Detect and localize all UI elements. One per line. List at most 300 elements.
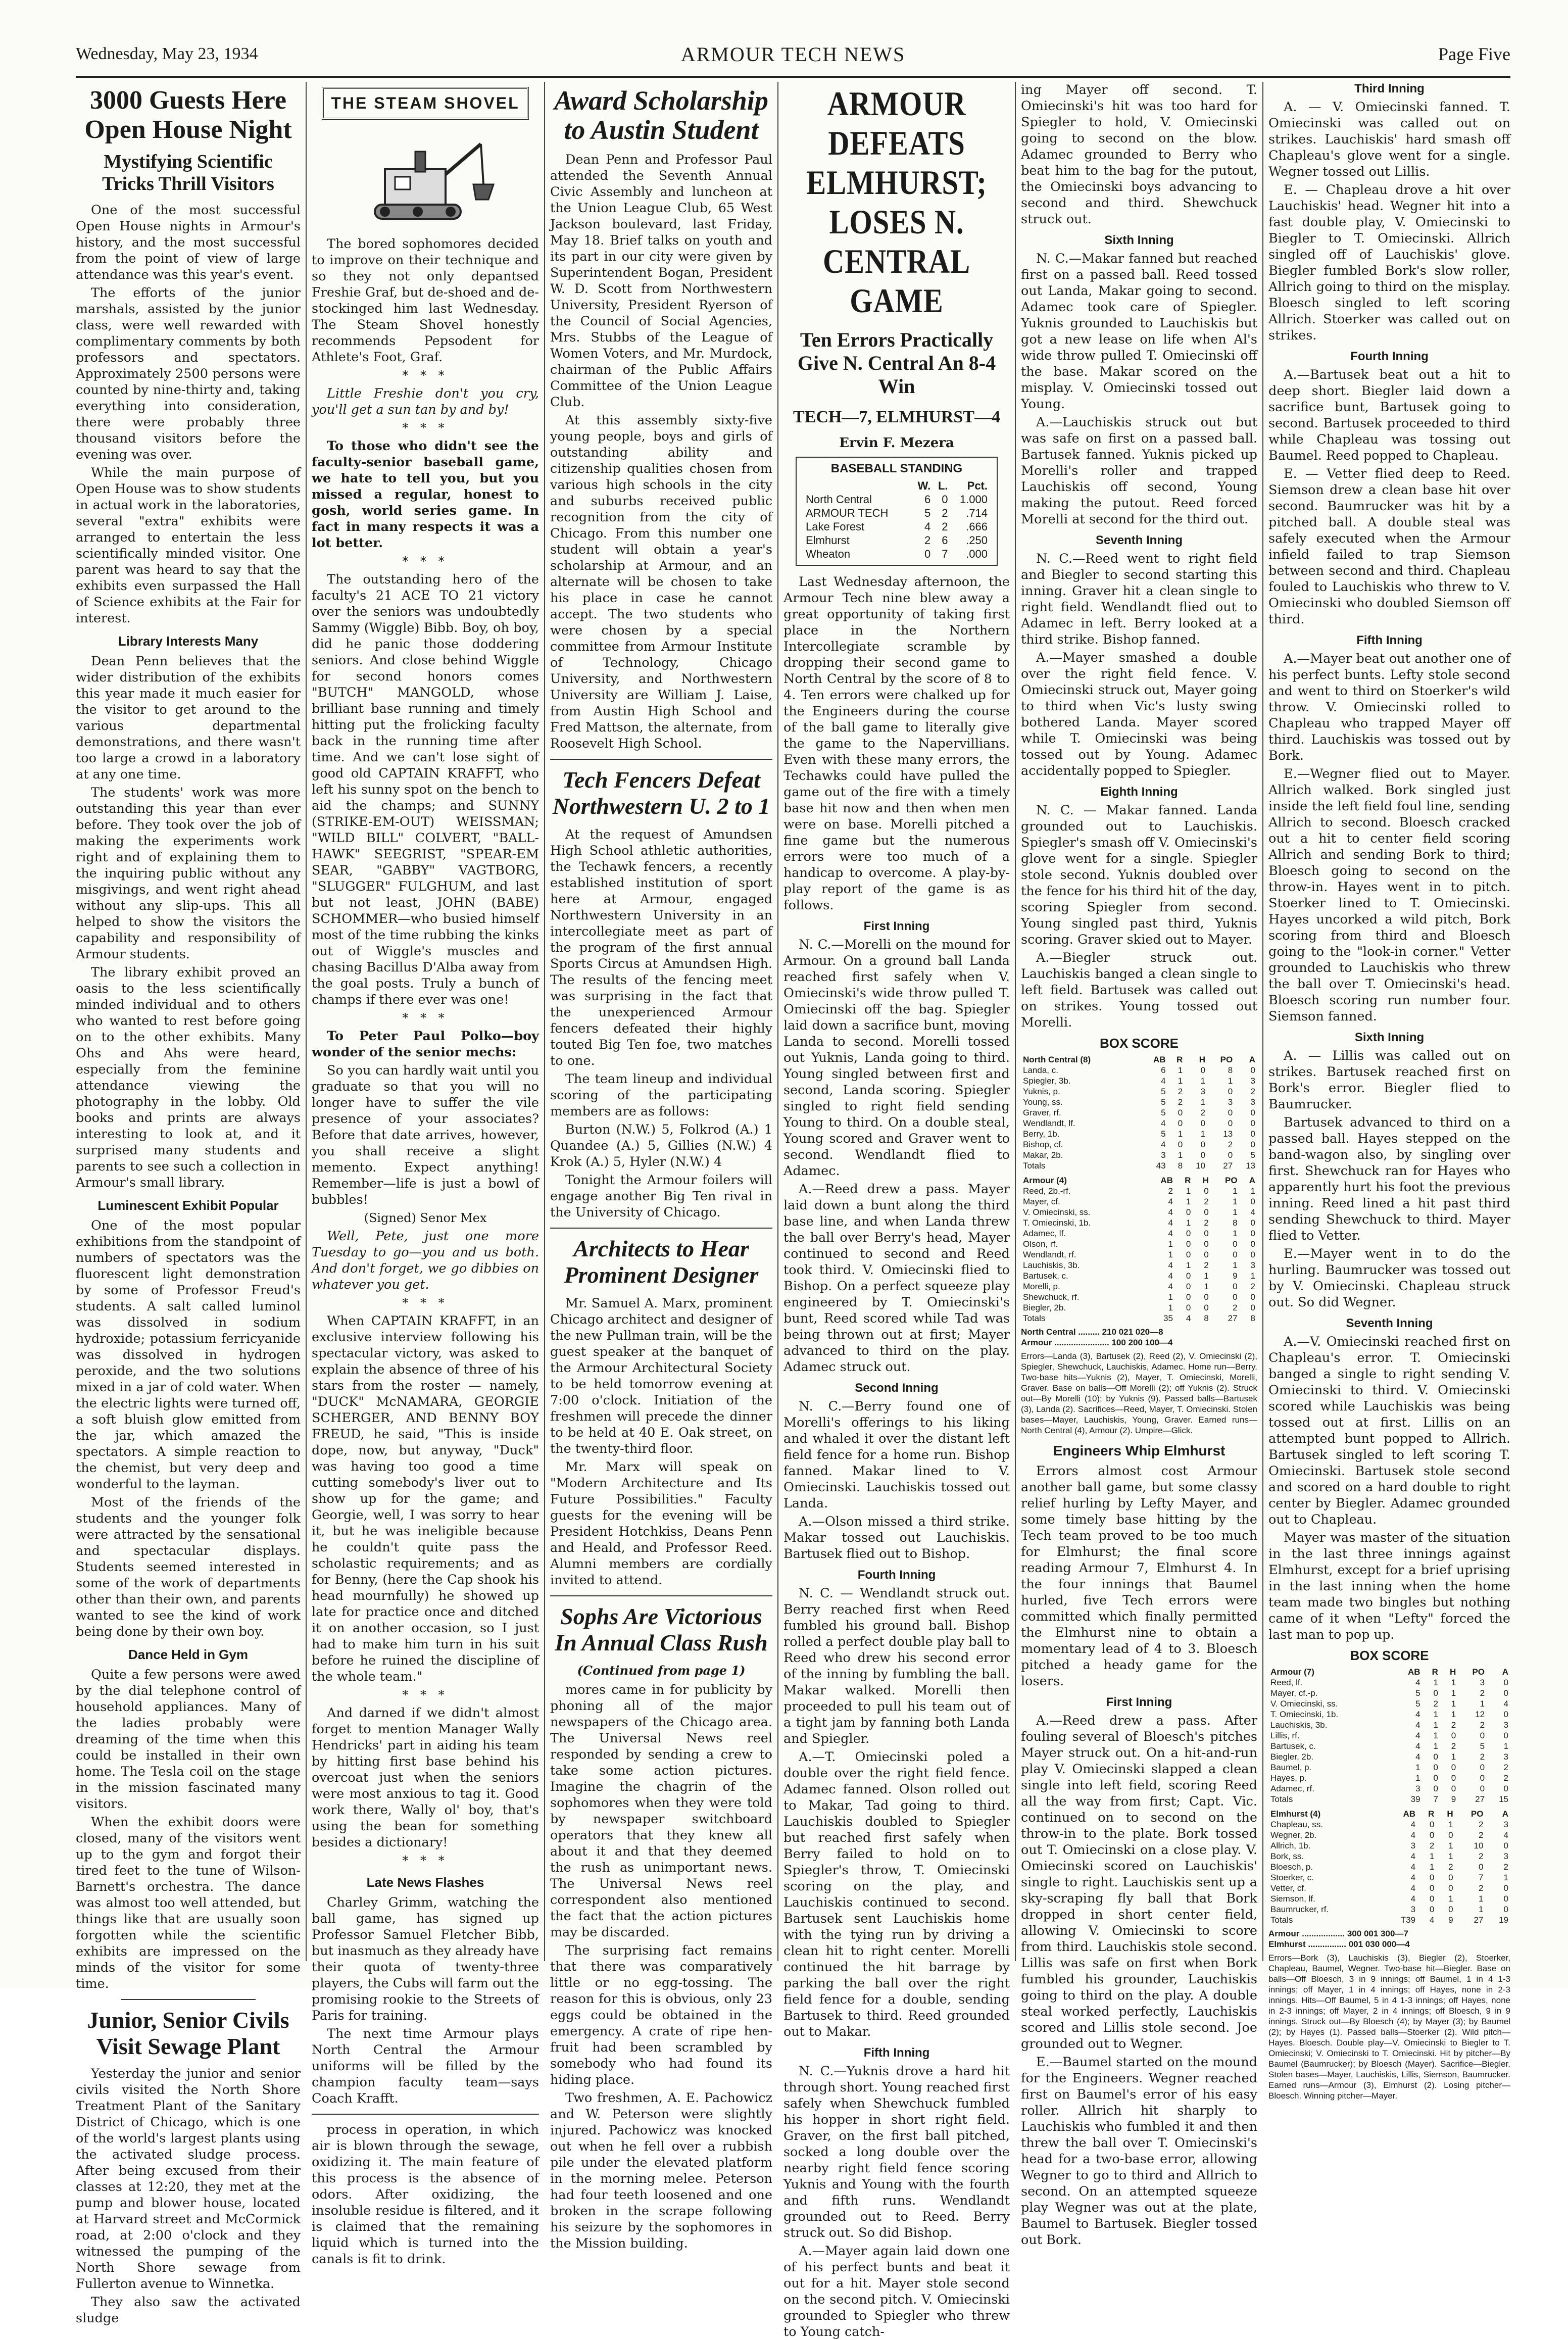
stat-cell: 1: [1451, 1678, 1456, 1687]
player-name: Lauchiskis, 3b.: [1023, 1260, 1080, 1270]
stat-cell: 4: [1410, 1883, 1416, 1893]
stat-cell: 1: [1451, 1752, 1456, 1762]
table-row: [1268, 1830, 1510, 1840]
pct: .666: [966, 520, 988, 533]
article-paragraph: A.—Bartusek beat out a hit to deep short. Biegler laid down a sacrifice bunt, Bartusek going to second. Bartusek proceeded to third while Chapleau was tossing out Baumel. Reed popped to Chapleau.: [1268, 367, 1510, 463]
player-name: Lauchiskis, 3b.: [1270, 1720, 1328, 1730]
player-name: Vetter, cf.: [1270, 1883, 1306, 1893]
stat-cell: 0: [1503, 1710, 1508, 1719]
stat-cell: 1: [1451, 1710, 1456, 1719]
losses: 2: [942, 520, 948, 533]
article-paragraph: The efforts of the junior marshals, assisted by the junior class, were well rewarded with complimentary comments by both professors and spectators. Approximately 2500 persons were counted by nine-thirty and, taking everything into consideration, there were probably three thousand visitors before the evening was over.: [76, 285, 301, 462]
stat-cell: 2: [1479, 1851, 1484, 1861]
team-name: ARMOUR TECH: [806, 507, 889, 519]
stat-cell: 8: [1250, 1313, 1255, 1323]
stat-cell: 4: [1168, 1282, 1173, 1291]
stat-cell: 2: [1479, 1830, 1484, 1840]
article-paragraph: At the request of Amundsen High School athletic authorities, the Techawk fencers, a recently established institution of sport here at Armour, engaged Northwestern University in an intercollegiate meet as part of the program of the first annual Sports Circus at Amundsen High. The results of the fencing meet was surprising in the fact that the unexperienced Armour fencers defeated their highly touted Big Ten foe, two matches to one.: [550, 827, 772, 1068]
stat-cell: 2: [1200, 1108, 1206, 1117]
stat-cell: 2: [1228, 1140, 1233, 1149]
stat-cell: 0: [1479, 1862, 1484, 1872]
stat-cell: 7: [1433, 1794, 1438, 1804]
player-name: Graver, rf.: [1023, 1108, 1061, 1117]
table-row: [1268, 1883, 1510, 1893]
table-row: [804, 533, 990, 547]
table-row: [1021, 1239, 1257, 1249]
article-paragraph: A. — V. Omiecinski fanned. T. Omiecinski was called out on strikes. Lauchiskis' hard smash off Chapleau's glove went for a single. Wegner tossed out Lillis.: [1268, 100, 1510, 179]
box-score-header: PO: [1220, 1055, 1233, 1064]
stat-cell: 4: [1410, 1862, 1416, 1872]
stat-cell: 2: [1250, 1282, 1255, 1291]
line-score: [1268, 1928, 1510, 1949]
standings-table: [804, 479, 990, 561]
table-row: [1268, 1741, 1510, 1751]
table-row: [1268, 1720, 1510, 1730]
stat-cell: 8: [1228, 1065, 1233, 1075]
stat-cell: 1: [1503, 1873, 1508, 1882]
stat-cell: 3: [1250, 1076, 1255, 1086]
stat-cell: 0: [1250, 1197, 1255, 1206]
stat-cell: 0: [1200, 1065, 1206, 1075]
stat-cell: 0: [1204, 1250, 1209, 1259]
stat-cell: 2: [1480, 1688, 1485, 1698]
article-paragraph: E.—Mayer went in to do the hurling. Baumrucker was tossed out by V. Omiecinski. Chapleau struck out. So did Wegner.: [1268, 1246, 1510, 1310]
table-row: [1021, 1097, 1257, 1107]
stat-cell: 1: [1448, 1894, 1453, 1904]
inning-heading: Seventh Inning: [1346, 1317, 1433, 1330]
table-row: [1268, 1851, 1510, 1862]
separator-stars: * * *: [402, 1011, 449, 1025]
stat-cell: 0: [1186, 1207, 1191, 1217]
player-name: Baumel, p.: [1270, 1763, 1312, 1772]
table-row: [1268, 1794, 1510, 1805]
article-paragraph: A.—T. Omiecinski poled a double over the right field fence. Adamec fanned. Olson rolled out to Makar, Tad going to third. Lauchiskis doubled to Spiegler but reached first safely when Berry failed to hold on to Spiegler's throw, T. Omiecinski scoring on the play, and Lauchiskis continued to second. Bartusek sent Lauchiskis home with the tying run by driving a clean hit to right center. Morelli continued the hit barrage by parking the ball over the right field fence for a double, sending Bartusek to third. Reed grounded out to Makar.: [783, 1749, 1010, 2039]
inning-heading: Second Inning: [855, 1381, 939, 1395]
stat-cell: 3: [1480, 1678, 1485, 1687]
pct: 1.000: [959, 493, 988, 506]
article-paragraph: ing Mayer off second. T. Omiecinski's hit was too hard for Spiegler to hold, V. Omiecinski going to second on the blow. Adamec grounded to Berry who beat him to the bag for the putout, the Omiecinski boys advancing to second and third. Shewchuck struck out.: [1021, 82, 1257, 227]
losses: 7: [942, 548, 948, 560]
signature: (Signed) Senor Mex: [364, 1211, 487, 1225]
stat-cell: 0: [1186, 1271, 1191, 1281]
article-paragraph: Mr. Samuel A. Marx, prominent Chicago architect and designer of the new Pullman train, will be the guest speaker at the banquet of the Armour Architectural Society to be held tomorrow evening at 7:00 o'clock. Initiation of the freshmen will precede the dinner to be held at 40 E. Oak street, on the twenty-third floor.: [550, 1296, 772, 1456]
stat-cell: 0: [1178, 1140, 1183, 1149]
table-row: [1268, 1762, 1510, 1773]
stat-cell: 1: [1429, 1862, 1435, 1872]
stat-cell: 0: [1503, 1883, 1508, 1893]
article-paragraph: Burton (N.W.) 5, Folkrod (A.) 1 Quandee (A.) 5, Gillies (N.W.) 4 Krok (A.) 5, Hyler (N.W.) 4: [550, 1122, 772, 1169]
player-name: V. Omiecinski, ss.: [1023, 1207, 1091, 1217]
table-row: [1268, 1904, 1510, 1915]
table-row: [1021, 1107, 1257, 1118]
stat-cell: 1: [1233, 1260, 1238, 1270]
column-paragraph: To Peter Paul Polko—boy wonder of the senior mechs:: [312, 1029, 539, 1060]
stat-cell: 13: [1223, 1129, 1233, 1139]
stat-cell: 1: [1250, 1271, 1255, 1281]
stat-cell: 1: [1451, 1688, 1456, 1698]
separator-stars: * * *: [402, 368, 449, 382]
stat-cell: 0: [1480, 1784, 1485, 1793]
stat-cell: 1: [1233, 1186, 1238, 1196]
stat-cell: 1: [1178, 1065, 1183, 1075]
stat-cell: 2: [1178, 1097, 1183, 1107]
separator-stars: * * *: [402, 1854, 449, 1868]
stat-cell: 0: [1228, 1108, 1233, 1117]
table-row: [1021, 1086, 1257, 1097]
stat-cell: 0: [1451, 1784, 1456, 1793]
masthead-rule: [76, 76, 1510, 78]
section-subhead: Dance Held in Gym: [128, 1647, 248, 1662]
stat-cell: 5: [1161, 1097, 1166, 1107]
stat-cell: 4: [1168, 1207, 1173, 1217]
stat-cell: 2: [1204, 1197, 1209, 1206]
table-row: [1021, 1228, 1257, 1239]
stat-cell: 3: [1503, 1720, 1508, 1730]
player-name: Bartusek, c.: [1023, 1271, 1068, 1281]
column-paragraph: Well, Pete, just one more Tuesday to go—you and us both. And don't forget, we go dibbies on whatever you get.: [312, 1229, 539, 1292]
stat-cell: 1: [1250, 1186, 1255, 1196]
stat-cell: 1: [1233, 1207, 1238, 1217]
stat-cell: 5: [1415, 1688, 1420, 1698]
article-paragraph: Dean Penn and Professor Paul attended the Seventh Annual Civic Assembly and luncheon at the Union League Club, 65 West Jackson boulevard, last Friday, May 18. Brief talks on youth and its part in our city were given by Superintendent Bogan, President W. D. Scott from Northwestern University, President Ryerson of the Council of Social Agencies, Mrs. Stubbs of the League of Women Voters, and Mr. Murdock, chairman of the Public Affairs Committee of the Union League Club.: [550, 152, 772, 410]
stat-cell: 1: [1200, 1129, 1206, 1139]
table-row: [1021, 1129, 1257, 1139]
team-name: Elmhurst: [806, 534, 850, 547]
stat-cell: 2: [1479, 1883, 1484, 1893]
section-subhead: Luminescent Exhibit Popular: [97, 1198, 279, 1213]
column-rule: [306, 82, 307, 1961]
table-row: [1021, 1186, 1257, 1196]
player-name: Lillis, rf.: [1270, 1731, 1300, 1740]
stat-cell: 0: [1480, 1763, 1485, 1772]
stat-cell: 1: [1186, 1186, 1191, 1196]
player-name: Adamec, rf.: [1270, 1784, 1314, 1793]
stat-cell: 2: [1168, 1186, 1173, 1196]
article-paragraph: One of the most popular exhibitions from the standpoint of numbers of spectators was the fluorescent light demonstration by some of Professor Freud's students. A salt called luminol was dissolved in sodium hydroxide; potassium ferricyanide was dissolved in hydrogen peroxide, and the two solutions mixed in a jar of cold water. When the electric lights were turned off, a soft bluish glow emitted from the jar, which amazed the spectators. A simple reaction to the chemist, but very deep and wonderful to the layman.: [76, 1218, 301, 1492]
player-name: Yuknis, p.: [1023, 1087, 1060, 1096]
stat-cell: 3: [1410, 1905, 1416, 1914]
article-paragraph: At this assembly sixty-five young people, boys and girls of outstanding ability and citizenship qualities chosen from various high schools in the city and suburbs received public recognition from the city of Chicago. From this number one student will obtain a year's scholarship at Armour, and an alternate will be chosen to take his place in case he cannot accept. The two students who were chosen by a special committee from Armour Institute of Technology, Chicago University, and Northwestern University are William J. Laise, from Austin High School and Fred Mattson, the alternate, from Roosevelt High School.: [550, 413, 772, 751]
page-number: Page Five: [1438, 44, 1510, 64]
column-verse: Little Freshie don't you cry, you'll get a sun tan by and by!: [312, 386, 539, 417]
line-score: [1021, 1327, 1257, 1348]
stat-cell: 8: [1233, 1218, 1238, 1228]
column-5: [1021, 82, 1257, 2248]
table-row: [804, 506, 990, 520]
stat-cell: 0: [1250, 1292, 1255, 1302]
player-name: Bork, ss.: [1270, 1851, 1304, 1861]
article-paragraph: Quite a few persons were awed by the dial telephone control of household appliances. Many of the ladies probably were dreaming of the time when this could be installed in their own home. The Tesla coil on the stage in the mission fascinated many visitors.: [76, 1667, 301, 1812]
stat-cell: T39: [1400, 1915, 1416, 1925]
table-row: [804, 520, 990, 533]
stat-cell: 0: [1429, 1873, 1435, 1882]
standings-header: [804, 479, 911, 493]
stat-cell: 4: [1250, 1207, 1255, 1217]
stat-cell: 8: [1204, 1313, 1209, 1323]
stat-cell: 0: [1178, 1118, 1183, 1128]
player-name: Chapleau, ss.: [1270, 1820, 1323, 1829]
inning-heading: Fifth Inning: [863, 2046, 930, 2060]
stat-cell: 1: [1433, 1720, 1438, 1730]
box-score-title: BOX SCORE: [1099, 1036, 1179, 1051]
player-name: Wendlandt, rf.: [1023, 1250, 1076, 1259]
stat-cell: 2: [1479, 1820, 1484, 1829]
inning-heading: First Inning: [1106, 1695, 1172, 1709]
stat-cell: 0: [1186, 1282, 1191, 1291]
team-name: Wheaton: [806, 548, 851, 560]
stat-cell: 4: [1161, 1118, 1166, 1128]
stat-cell: 4: [1168, 1229, 1173, 1238]
stat-cell: 2: [1429, 1841, 1435, 1850]
article-paragraph: Yesterday the junior and senior civils visited the North Shore Treatment Plant of the Sanitary District of Chicago, which is one of the world's largest plants using the activated sludge process. After being excused from their classes at 12:20, they met at the pump and blower house, located at Harvard street and McCormick road, at 2:00 o'clock and they witnessed the pumping of the North Shore sewage from Fullerton avenue to Winnetka.: [76, 2066, 301, 2292]
player-name: Totals: [1023, 1161, 1046, 1171]
inning-heading: Sixth Inning: [1104, 233, 1174, 247]
player-name: Totals: [1270, 1794, 1293, 1804]
stat-cell: 1: [1451, 1699, 1456, 1709]
stat-cell: 39: [1410, 1794, 1420, 1804]
column-paragraph: When CAPTAIN KRAFFT, in an exclusive interview following his spectacular victory, was asked to explain the absence of three of his stars from the roster — namely, "DUCK" McNAMARA, GEORGIE SCHERGER, AND BENNY BOY FREUD, he said, "This is inside dope, now, but anyway, "Duck" was having too good a time cutting somebody's liver out to show up for the game; and Georgie, well, I was sorry to hear it, but he was ineligible because he couldn't quite pass the scholastic requirements; and as for Benny, (here the Cap shook his head mournfully) he showed up late for practice once and ditched it on another occasion, so I just had to make him turn in his suit before he ruined the discipline of the whole team.": [312, 1313, 539, 1684]
wins: 5: [924, 507, 931, 519]
stat-cell: 1: [1429, 1851, 1435, 1861]
stat-cell: 0: [1250, 1140, 1255, 1149]
stat-cell: 1: [1448, 1841, 1453, 1850]
article-paragraph: N. C.—Yuknis drove a hard hit through short. Young reached first safely when Shewchuck fumbled his hopper in short right field. Graver, on the first ball pitched, socked a long double over the nearby right field fence scoring Yuknis and Young with the fourth and fifth runs. Wendlandt grounded out to Reed. Berry struck out. So did Bishop.: [783, 2064, 1010, 2240]
box-score-notes: Errors—Landa (3), Bartusek (2), Reed (2), V. Omiecinski (2), Spiegler, Shewchuck, Lauchiskis, Adamec. Home run—Berry. Two-base hits—Yuknis (2), Mayer, T. Omiecinski, Morelli, Graver. Base on balls—Off Morelli (2); off Yuknis (2). Struck out—By Morelli (10); by Yuknis (9). Passed balls—Bartusek (3), Landa (2). Sacrifices—Reed, Mayer, T. Omiecinski. Stolen bases—Mayer, Lauchiskis, Young, Graver. Earned runs—North Central (4), Armour (2). Umpire—Glick.: [1021, 1351, 1257, 1435]
losses: 2: [942, 507, 948, 519]
box-score-header: R: [1176, 1055, 1183, 1064]
stat-cell: 4: [1410, 1830, 1416, 1840]
stat-cell: 1: [1433, 1731, 1438, 1740]
issue-date: Wednesday, May 23, 1934: [76, 44, 258, 63]
stat-cell: 1: [1479, 1905, 1484, 1914]
stat-cell: 1: [1433, 1741, 1438, 1751]
stat-cell: 0: [1200, 1140, 1206, 1149]
stat-cell: 5: [1161, 1087, 1166, 1096]
column-paragraph: The next time Armour plays North Central the Armour uniforms will be filled by the champion faculty team—says Coach Krafft.: [312, 2026, 539, 2106]
article-paragraph: E.—Baumel started on the mound for the Engineers. Wegner reached first on Baumel's error of his easy roller. Allrich hit sharply to Lauchiskis who fumbled it and then threw the ball over T. Omiecinski's head for a two-base error, allowing Wegner to go to third and Allrich to second. On an attempted squeeze play Wegner was out at the plate, Baumel to Bartusek. Biegler tossed out Bork.: [1021, 2055, 1257, 2248]
stat-cell: 1: [1204, 1271, 1209, 1281]
article-paragraph: A.—Mayer again laid down one of his perfect bunts and beat it out for a hit. Mayer stole second on the second pitch. V. Omiecinski grounded to Spiegler who threw to Young catch-: [783, 2244, 1010, 2339]
byline: Ervin F. Mezera: [839, 435, 954, 451]
stat-cell: 4: [1168, 1271, 1173, 1281]
stat-cell: 0: [1448, 1883, 1453, 1893]
player-name: Allrich, 1b.: [1270, 1841, 1311, 1850]
column-rule: [1015, 82, 1016, 1961]
stat-cell: 12: [1475, 1710, 1485, 1719]
stat-cell: 4: [1410, 1820, 1416, 1829]
stat-cell: 1: [1448, 1820, 1453, 1829]
table-row: [804, 493, 990, 506]
stat-cell: 0: [1480, 1731, 1485, 1740]
stat-cell: 0: [1186, 1239, 1191, 1249]
table-row: [804, 547, 990, 561]
stat-cell: 0: [1233, 1250, 1238, 1259]
box-score-header: H: [1202, 1176, 1209, 1185]
stat-cell: 4: [1415, 1720, 1420, 1730]
inning-heading: Fifth Inning: [1356, 633, 1423, 647]
stat-cell: 27: [1223, 1161, 1233, 1171]
column-paragraph: And darned if we didn't almost forget to mention Manager Wally Hendricks' part in aiding his team by hitting first base behind his overcoat just when the seniors were most anxious to tag it. Good work there, Wally ol' boy, that's using the bean for something besides a dictionary!: [312, 1705, 539, 1850]
box-score-header: R: [1428, 1809, 1435, 1819]
article-paragraph: The surprising fact remains that there was comparatively little or no egg-tossing. The reason for this is obvious, only 23 eggs could be obtained in the emergency. A crate of ripe hen-fruit had been scrambled by somebody who had found its hiding place.: [550, 1943, 772, 2087]
article-paragraph: A.—Olson missed a third strike. Makar tossed out Lauchiskis. Bartusek flied out to Bishop.: [783, 1514, 1010, 1562]
stat-cell: 3: [1228, 1097, 1233, 1107]
article-paragraph: N. C.—Morelli on the mound for Armour. On a ground ball Landa reached first safely when V. Omiecinski's wide throw pulled T. Omiecinski off the bag. Spiegler laid down a sacrifice bunt, moving Landa to second. Morelli tossed out Yuknis, Landa going to third. Young singled between first and second, Landa scoring. Spiegler singled to right field sending Young to third. On a double steal, Young scored and Graver went to second. Wendlandt flied to Adamec.: [783, 937, 1010, 1179]
stat-cell: 5: [1415, 1699, 1420, 1709]
stat-cell: 0: [1233, 1282, 1238, 1291]
stat-cell: 2: [1204, 1218, 1209, 1228]
stat-cell: 0: [1448, 1873, 1453, 1882]
box-score-header: Armour (7): [1270, 1667, 1314, 1677]
table-row: [1021, 1271, 1257, 1281]
stat-cell: 0: [1433, 1773, 1438, 1783]
article-paragraph: Most of the friends of the students and the younger folk were attracted by the sensational and spectacular displays. Students seemed interested in some of the work of departments other than their own, and parents wanted to see the kind of work being done by their own boy.: [76, 1495, 301, 1639]
stat-cell: 3: [1415, 1784, 1420, 1793]
table-row: [1021, 1260, 1257, 1271]
column-paragraph: So you can hardly wait until you graduate so that you will no longer have to suffer the vile presence of your associates? Before that date arrives, however, you shall receive a slight memento. Expect anything! Remember—life is just a bowl of bubbles!: [312, 1063, 539, 1207]
stat-cell: 4: [1410, 1873, 1416, 1882]
article-paragraph: N. C. — Wendlandt struck out. Berry reached first when Reed fumbled his ground ball. Bishop rolled a perfect double play ball to Reed who drew his second error of the inning by fumbling the ball. Makar walked. Morelli then proceeded to pull his team out of a tight jam by fanning both Landa and Spiegler.: [783, 1586, 1010, 1746]
table-row: [1268, 1677, 1510, 1688]
stat-cell: 0: [1200, 1150, 1206, 1160]
stat-cell: 4: [1415, 1678, 1420, 1687]
stat-cell: 4: [1410, 1894, 1416, 1904]
article-paragraph: A.—Reed drew a pass. After fouling several of Bloesch's pitches Mayer struck out. On a hit-and-run play V. Omiecinski slapped a clean single into left field, scoring Reed all the way from first; Capt. Vic. continued on to second on the throw-in to the plate. Bork tossed out T. Omiecinski on a close play. V. Omiecinski scored on Lauchiskis' single to right. Lauchiskis sent up a sky-scraping fly ball that Bork dropped in short center field, allowing V. Omiecinski to score from third. Lauchiskis stole second. Lillis was safe on first when Bork fumbled his grounder, Lauchiskis going to third on the play. A double steal worked perfectly, Lauchiskis scored and Lillis stole second. Joe grounded out to Wegner.: [1021, 1713, 1257, 2052]
article-divider: [312, 2114, 539, 2115]
player-name: Shewchuck, rf.: [1023, 1292, 1080, 1302]
box-score-header-row: [1268, 1667, 1510, 1677]
stat-cell: 1: [1433, 1710, 1438, 1719]
stat-cell: 0: [1186, 1250, 1191, 1259]
stat-cell: 1: [1200, 1097, 1206, 1107]
standings-header: W.: [917, 479, 931, 492]
line-score-row: Elmhurst ................ 001 030 000—4: [1268, 1939, 1410, 1949]
box-score-header: PO: [1225, 1176, 1238, 1185]
stat-cell: 1: [1168, 1303, 1173, 1312]
table-row: [1021, 1249, 1257, 1260]
column-paragraph: Charley Grimm, watching the ball game, has signed up Professor Samuel Fletcher Bibb, but inasmuch as they already have their quota of twenty-three players, the Cubs will farm out the promising rookie to the Streets of Paris for training.: [312, 1895, 539, 2023]
stat-cell: 0: [1250, 1218, 1255, 1228]
player-name: Landa, c.: [1023, 1065, 1058, 1075]
stat-cell: 3: [1410, 1841, 1416, 1850]
article-paragraph: The team lineup and individual scoring of the participating members are as follows:: [550, 1071, 772, 1119]
stat-cell: 1: [1168, 1250, 1173, 1259]
stat-cell: 1: [1480, 1699, 1485, 1709]
column-paragraph: The outstanding hero of the faculty's 21 ACE TO 21 victory over the seniors was undoubtedly Sammy (Wiggle) Bibb. Boy, oh boy, did he panic those doddering seniors. And close behind Wiggle for second honors comes "BUTCH" MANGOLD, whose brilliant base running and timely hitting put the frolicking faculty back in the running time after time. And we can't lose sight of good old CAPTAIN KRAFFT, who left his sunny spot on the bench to aid the champs; and SUNNY (STRIKE-EM-OUT) WEISSMAN; "WILD BILL" COLVERT, "BALL-HAWK" SEEGRIST, "SPEAR-EM SEAR, "GABBY" VAGTBORG, "SLUGGER" FULGHUM, and last but not least, JOHN (BABE) SCHOMMER—who busied himself most of the time rubbing the kinks out of Wiggle's muscles and chasing Bacillus D'Alba away from the goal posts. Truly a bunch of champs if there ever was one!: [312, 572, 539, 1007]
player-name: Young, ss.: [1023, 1097, 1063, 1107]
stat-cell: 0: [1204, 1239, 1209, 1249]
article-paragraph: E.—Wegner flied out to Mayer. Allrich walked. Bork singled just inside the left field foul line, sending Allrich to second. Bloesch cracked out a hit to center field scoring Allrich and sending Bork to third; Bloesch going to second on the throw-in. Hayes went in to pitch. Stoerker lined to T. Omiecinski. Hayes uncorked a wild pitch, Bork scoring from third and Bloesch going to the "look-in corner." Vetter grounded to Lauchiskis who threw the ball over T. Omiecinski's head. Bloesch scoring run number four. Siemson fanned.: [1268, 766, 1510, 1024]
headline-fencers: Tech Fencers Defeat Northwestern U. 2 to 1: [552, 767, 770, 819]
stat-cell: 1: [1186, 1197, 1191, 1206]
stat-cell: 4: [1168, 1218, 1173, 1228]
headline-scholarship: Award Scholarship to Austin Student: [554, 85, 768, 145]
standings-header-row: [804, 479, 990, 493]
stat-cell: 0: [1204, 1207, 1209, 1217]
article-paragraph: They also saw the activated sludge: [76, 2295, 301, 2326]
article-paragraph: Dean Penn believes that the wider distribution of the exhibits this year made it much easier for the visitor to get around to the various departmental demonstrations, and there wasn't too large a crowd in a laboratory at any one time.: [76, 654, 301, 782]
team-name: North Central: [806, 493, 872, 506]
stat-cell: 10: [1196, 1161, 1206, 1171]
player-name: Adamec, lf.: [1023, 1229, 1066, 1238]
stat-cell: 0: [1433, 1763, 1438, 1772]
stat-cell: 1: [1433, 1678, 1438, 1687]
stat-cell: 4: [1503, 1699, 1508, 1709]
stat-cell: 1: [1233, 1229, 1238, 1238]
column-paragraph: process in operation, in which air is blown through the sewage, oxidizing it. The main feature of this process is the absence of odors. After oxidizing, the insoluble residue is filtered, and it is claimed that the remaining liquid which is turned into the canals is fit to drink.: [312, 2122, 539, 2267]
stat-cell: 27: [1475, 1794, 1485, 1804]
stat-cell: 2: [1178, 1087, 1183, 1096]
box-score-table: [1021, 1175, 1257, 1324]
box-score-header: A: [1502, 1667, 1508, 1677]
steam-shovel-icon: [355, 124, 496, 230]
article-paragraph: A.—V. Omiecinski reached first on Chapleau's error. T. Omiecinski banged a single to right sending V. Omiecinski to third. V. Omiecinski scored while Lauchiskis was being tossed out at first. Lillis on an attempted bunt popped to Allrich. Bartusek singled to left scoring T. Omiecinski. Bartusek stole second and scored on a hard double to right center by Biegler. Adamec grounded out to Chapleau.: [1268, 1334, 1510, 1527]
stat-cell: 0: [1178, 1108, 1183, 1117]
stat-cell: 0: [1503, 1894, 1508, 1904]
line-score-row: Armour ....................... 100 200 100—4: [1021, 1338, 1173, 1347]
stat-cell: 0: [1503, 1688, 1508, 1698]
table-row: [1021, 1292, 1257, 1302]
stat-cell: 27: [1228, 1313, 1238, 1323]
box-score-header: Armour (4): [1023, 1176, 1067, 1185]
player-name: Makar, 2b.: [1023, 1150, 1063, 1160]
article-paragraph: A.—Biegler struck out. Lauchiskis banged a clean single to left field. Bartusek was called out on strikes. Young tossed out Morelli.: [1021, 950, 1257, 1030]
table-row: [1021, 1160, 1257, 1171]
stat-cell: 0: [1503, 1841, 1508, 1850]
stat-cell: 0: [1451, 1731, 1456, 1740]
box-score-header: H: [1199, 1055, 1206, 1064]
stat-cell: 0: [1429, 1894, 1435, 1904]
article-paragraph: Bartusek advanced to third on a passed ball. Hayes stepped on the band-wagon also, by singling over first. Shewchuck ran for Hayes who apparently hurt his foot the previous inning. Reed lined a hit past third sending Shewchuck to third. Mayer flied to Vetter.: [1268, 1115, 1510, 1243]
standings-header: Pct.: [967, 479, 988, 492]
box-score-notes: Errors—Bork (3), Lauchiskis (3), Biegler (2), Stoerker, Chapleau, Baumel, Wegner. Two-base hit—Biegler. Base on balls—Off Bloesch, 3 in 9 innings; off Baumel, 1 in 4 1-3 innings; off Mayer, 1 in 4 innings; off Hayes, none in 2-3 innings. Hits—Off Baumel, 5 in 4 1-3 innings; off Hayes, none in 2-3 innings; off Mayer, 2 in 4 innings; off Bloesch, 9 in 9 innings. Struck out—By Bloesch (4); by Mayer (3); by Baumel (2); by Hayes (1). Passed balls—Stoerker (2). Wild pitch—Hayes. Bloesch. Double play—V. Omiecinski to Biegler to T. Omiecinski; V. Omiecinski to T. Omiecinski. Hit by pitcher—By Baumel (Baumrucker); by Bloesch (Mayer). Sacrifice—Biegler. Stolen bases—Mayer, Lauchiskis, Lillis, Siemson, Baumrucker. Earned runs—Armour (3), Elmhurst (2). Losing pitcher—Bloesch. Winning pitcher—Mayer.: [1268, 1953, 1510, 2101]
player-name: Mayer, cf.-p.: [1270, 1688, 1318, 1698]
table-row: [1021, 1302, 1257, 1313]
stat-cell: 3: [1503, 1752, 1508, 1762]
player-name: Berry, 1b.: [1023, 1129, 1060, 1139]
stat-cell: 5: [1161, 1108, 1166, 1117]
stat-cell: 13: [1246, 1161, 1255, 1171]
table-row: [1268, 1709, 1510, 1720]
article-paragraph: E. — Vetter flied deep to Reed. Siemson drew a clean base hit over second. Baumrucker was hit by a pitched ball. A double steal was safely executed when the Armour infield failed to trap Siemson between second and third. Chapleau fouled to Lauchiskis who threw to V. Omiecinski who doubled Siemson off third.: [1268, 466, 1510, 627]
column-3: [550, 82, 772, 2251]
headline-engineers: Engineers Whip Elmhurst: [1053, 1443, 1226, 1458]
stat-cell: 5: [1250, 1150, 1255, 1160]
inning-heading: Fourth Inning: [857, 1568, 936, 1582]
inning-heading: First Inning: [863, 919, 930, 933]
stat-cell: 4: [1415, 1731, 1420, 1740]
stat-cell: 6: [1161, 1065, 1166, 1075]
separator-stars: * * *: [402, 554, 449, 568]
stat-cell: 0: [1429, 1820, 1435, 1829]
table-row: [1268, 1915, 1510, 1925]
article-paragraph: A.—Mayer smashed a double over the right field fence. V. Omiecinski struck out, Mayer going to third when Vic's lusty swing bothered Landa. Mayer scored while T. Omiecinski was being tossed out by Young. Adamec accidentally popped to Spiegler.: [1021, 650, 1257, 778]
article-paragraph: Errors almost cost Armour another ball game, but some classy relief hurling by Lefty Mayer, and some timely base hitting by the Tech team proved to be too much for Elmhurst; the final score reading Armour 7, Elmhurst 4. In the four innings that Baumel hurled, five Tech errors were committed which finally permitted the Elmhurst nine to obtain a momentary lead of 4 to 3. Bloesch pitched a heady game for the losers.: [1021, 1464, 1257, 1689]
article-paragraph: N. C.—Makar fanned but reached first on a passed ball. Reed tossed out Landa, Makar going to second. Adamec took care of Spiegler. Yuknis grounded to Lauchiskis but got a new lease on life when Al's wide throw pulled T. Omiecinski off the base. Makar scored on the misplay. V. Omiecinski tossed out Young.: [1021, 251, 1257, 412]
section-subhead: Late News Flashes: [366, 1875, 484, 1890]
table-row: [1021, 1065, 1257, 1076]
stat-cell: 2: [1503, 1773, 1508, 1783]
stat-cell: 0: [1503, 1905, 1508, 1914]
player-name: T. Omiecinski, 1b.: [1023, 1218, 1091, 1228]
box-score-header: A: [1249, 1055, 1255, 1064]
box-score-header: AB: [1408, 1667, 1420, 1677]
stat-cell: 2: [1451, 1741, 1456, 1751]
player-name: Spiegler, 3b.: [1023, 1076, 1071, 1086]
box-score-header: R: [1432, 1667, 1438, 1677]
stat-cell: 0: [1186, 1292, 1191, 1302]
stat-cell: 0: [1204, 1303, 1209, 1312]
